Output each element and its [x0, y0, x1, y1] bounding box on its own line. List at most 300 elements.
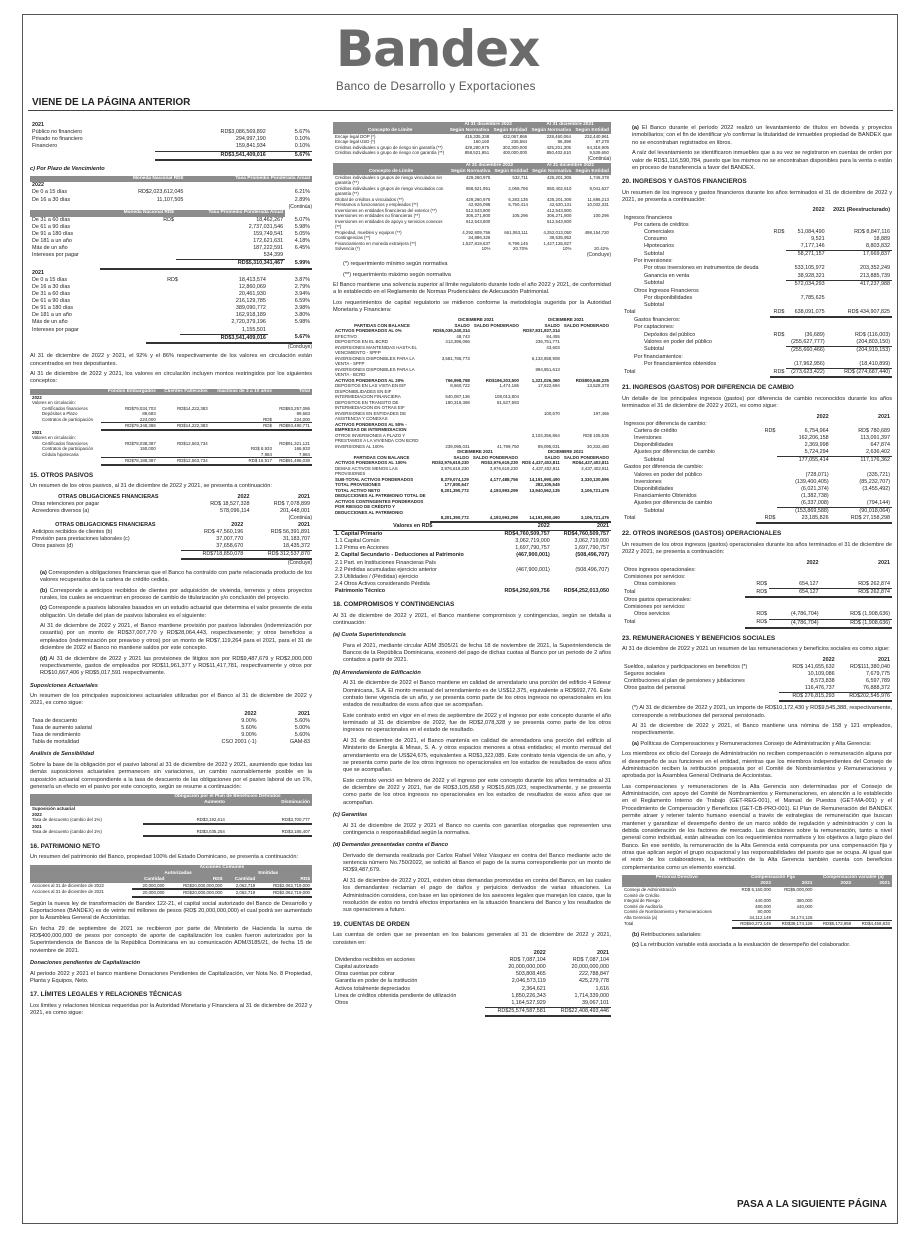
table-cell: 2.2 Pérdidas acumuladas ejercicio anterior: [335, 566, 437, 573]
table-row: [333, 219, 611, 230]
table-header-cell: SALDO PONDERADO: [563, 454, 609, 460]
table-cell: Garantía en poder de la institución: [335, 978, 418, 985]
table-row: [333, 1007, 611, 1016]
table-cell: [756, 449, 777, 457]
table-cell: RD$ 7,087,104: [572, 957, 609, 964]
table-cell: 389,090,772: [235, 305, 266, 312]
row-label: Por financiamientos:: [634, 353, 683, 360]
table-row: [622, 361, 892, 369]
note-text: Corresponden a obligaciones financieras que el Banco ha contraído con parte relacionada producto de los valores recuperados de la cartera de crédito cedida.: [40, 569, 312, 584]
table-header-cell: 2022: [732, 881, 773, 887]
table-cell: 20.70%: [513, 246, 528, 252]
table-row: [622, 309, 892, 317]
table-row: [30, 312, 312, 319]
table-row: [30, 260, 312, 269]
paragraph: Un detalle de los principales ingresos (gastos) por diferencia de cambio reconocidos durante los años terminados el 31 de diciembre de 2022 y 2021, es como sigue:: [622, 395, 892, 410]
table-cell: [30, 458, 101, 465]
table-row: [30, 189, 312, 196]
table-header-cell: Compensación Fija: [732, 875, 815, 881]
table-row: [333, 567, 611, 574]
table-cell: 6.59%: [294, 298, 310, 304]
table-cell: [100, 245, 176, 252]
table-row: [30, 238, 312, 245]
table-cell: 1,714,339,000: [574, 992, 609, 999]
note-text: Políticas de Compensaciones y Remuneraciones Consejo de Administración y Alta Gerencia:: [640, 740, 872, 747]
table-cell: [552, 560, 611, 567]
table-cell: [471, 493, 520, 515]
table-row: [622, 251, 892, 259]
table-cell: Sueldos, salarios y participaciones en beneficios (*): [624, 663, 748, 670]
table-cell: (255,627,777): [786, 339, 826, 347]
year-label: 2021: [32, 269, 44, 276]
table-row: [30, 245, 312, 252]
table-cell: 5.00%: [294, 725, 310, 732]
table-cell: Contratos de participación: [42, 416, 94, 422]
table-cell: DISPONIBILIDADES EN EIF: [335, 388, 392, 394]
row-label: Ingresos por diferencia de cambio:: [624, 420, 707, 427]
table-cell: 1,427,135,827: [543, 240, 572, 246]
paragraph: Las compensaciones y remuneraciones de la Alta Gerencia son determinadas por el Consejo de Administración, con apoyo del Comité de Nombramientos y Remuneraciones, en atención a lo establecido en el Reglamento Interno de Trabajo (GET-REG-001), el Manual de Puestos (GET-MA-001) y el Procedimiento de Compensación y Beneficios (GET-CB-PRO-001). El Plan de Remuneración del BANDEX permite atraer y retener talento humano esencial a través de estrategias de remuneración que buscan mantener y garantizar el desempeño dentro de un marco sólido de regulación y administración y con la debida consideración de los factores de mercado. Las decisiones sobre la remuneración, tanto a nivel general como individual, están alineadas con los requerimientos normativos y los objetivos a largo plazo del Banco. En ese sentido, la remuneración de la Alta Gerencia está compuesta por una compensación fija y otras que aplican según el grupo ocupacional y las responsabilidades del puesto que se ocupa. Al igual que el resto de los colaboradores, la retribución de la Alta Gerencia también cuenta con beneficios complementarios como un elemento esencial.: [622, 783, 892, 871]
table-cell: DEPOSITOS EN TRANSITO DE INTERMEDIACION EN OTRAS EIF: [335, 399, 405, 411]
table-cell: 34,174,126: [773, 915, 814, 921]
table-cell: [100, 238, 176, 245]
table-cell: 440,000: [796, 903, 813, 909]
table-cell: 10%: [562, 246, 572, 252]
table-row: [30, 529, 312, 536]
table-header-cell: Según Entidad: [494, 168, 528, 174]
capital-weighted-assets-table-2: [333, 449, 611, 523]
table-row: [622, 288, 892, 295]
table-cell: 306,271,800: [546, 213, 572, 219]
table-cell: 14,191,990,490: [520, 515, 562, 522]
table-cell: 17,669,837: [863, 251, 890, 258]
table-header-cell: Acciones Comunes: [132, 865, 312, 871]
table-cell: [786, 288, 826, 295]
table-cell: [827, 324, 892, 331]
table-cell: Patrimonio Técnico: [335, 588, 386, 594]
table-row: [30, 151, 312, 160]
table-row: [333, 978, 611, 985]
table-cell: 3.80%: [294, 312, 310, 319]
table-cell: [573, 219, 611, 230]
table-cell: RD$3,192,614: [143, 817, 227, 824]
row-label: Hipotecarios: [644, 243, 674, 250]
table-row: [30, 334, 312, 343]
table-cell: RD$5,036,240,314: [432, 328, 470, 334]
table-cell: 5.07%: [294, 216, 310, 223]
table-cell: 84,455: [546, 333, 560, 339]
table-cell: 2022: [231, 521, 244, 528]
table-cell: CSO 2001 (-1): [221, 739, 257, 746]
table-cell: (4,786,704): [769, 611, 820, 619]
table-cell: [100, 224, 176, 231]
limits-table-1: [333, 122, 611, 156]
table-cell: Financiero: [32, 143, 58, 150]
table-row: [622, 317, 892, 324]
table-cell: (508,496,707): [575, 552, 609, 559]
table-cell: 48,743: [456, 333, 470, 339]
table-cell: De 0 a 15 días: [32, 189, 68, 196]
table-cell: (204,919,153): [856, 346, 890, 353]
table-cell: RD$3,035,254: [143, 829, 227, 836]
table-cell: 108,013,804: [494, 394, 519, 400]
table-cell: 117,176,362: [860, 457, 890, 464]
table-cell: 8,573,838: [810, 677, 835, 684]
table-cell: RD$ 780,689: [858, 427, 890, 434]
table-cell: [520, 493, 562, 515]
table-header-cell: Clientes Fallecidos: [158, 389, 210, 395]
table-header-cell: Obligación por el Plan de Beneficios Definidos: [143, 794, 312, 800]
table-cell: Otras retenciones por pagar: [32, 500, 100, 507]
table-cell: [770, 265, 786, 272]
table-cell: 3,581,785,773: [441, 355, 470, 361]
table-cell: 3,062,719,000: [574, 538, 609, 545]
financial-income-expenses-table: [622, 207, 892, 378]
paragraph: Para el 2021, mediante circular ADM 3505/21 de fecha 18 de noviembre de 2021, la Superintendencia de Bancos de la República Dominicana, exoneró del pago de dichas cuotas al Banco por un periodo de 2 años contados a partir de 2021.: [343, 642, 611, 664]
table-cell: [562, 345, 611, 356]
table-cell: [562, 356, 611, 367]
row-label: Cartera de crédito: [634, 427, 678, 434]
table-cell: [827, 295, 892, 302]
paragraph: A raíz del levantamiento se identificaron inmuebles que a su vez se registraron en cuentas de orden por valor de RD$1,116,590,784, puesto que los mismos no se encontraban disponibles para la venta o están en proceso de transferencia a favor del BANDEX.: [632, 150, 892, 171]
table-cell: 2.89%: [294, 196, 310, 203]
section-title-20: 20. INGRESOS Y GASTOS FINANCIEROS: [622, 178, 747, 186]
section-title-21: 21. INGRESOS (GASTOS) POR DIFERENCIA DE CAMBIO: [622, 384, 794, 392]
table-cell: RD$: [210, 423, 274, 430]
continues-label: (Continúa): [288, 203, 312, 210]
table-cell: 425,279,778: [579, 978, 609, 985]
paragraph: Al 31 de diciembre de 2022 y 2021, los valores en circulación incluyen montos restringidos por los siguientes conceptos:: [30, 371, 312, 385]
table-cell: 30,332,480: [587, 443, 609, 449]
table-cell: (6,021,374): [801, 485, 829, 492]
table-row: [333, 411, 611, 422]
table-cell: [827, 302, 892, 309]
continued-from-header: VIENE DE LA PÁGINA ANTERIOR: [32, 97, 191, 108]
table-cell: 1,850,226,343: [511, 992, 546, 999]
row-label: Ganancia en venta: [644, 272, 690, 279]
table-cell: Activos totalmente depreciados: [335, 985, 410, 992]
table-cell: DEMAS ACTIVOS MENOS LAS PROVISIONES: [335, 465, 398, 477]
table-cell: 2021: [298, 710, 310, 717]
table-row: [30, 319, 312, 326]
table-row: [333, 538, 611, 545]
table-cell: [333, 950, 485, 957]
table-cell: [30, 334, 146, 343]
table-cell: 11,107,505: [156, 196, 184, 203]
table-cell: 3,976,619,230: [440, 465, 469, 471]
table-body: [333, 122, 611, 156]
table-cell: [827, 288, 892, 295]
table-body: [30, 794, 312, 835]
table-cell: RD$ 7,078,899: [273, 500, 310, 507]
table-cell: [333, 1007, 485, 1016]
table-cell: [562, 493, 611, 515]
table-cell: [821, 604, 892, 611]
table-cell: Alta Gerencia (a): [624, 914, 658, 920]
row-label: Por cartera de créditos: [634, 221, 689, 228]
table-body: [333, 163, 611, 252]
table-cell: 105,296: [512, 213, 528, 219]
note-paragraph: [632, 932, 892, 939]
table-row: [30, 536, 312, 543]
table-body: [30, 711, 312, 747]
table-cell: 58,271,157: [797, 251, 825, 258]
footnote-marker: (**): [343, 271, 352, 278]
table-cell: RD$ 18,527,328: [210, 500, 250, 507]
table-body: [622, 207, 892, 377]
table-cell: RD$4,760,509,757: [563, 531, 609, 537]
table-cell: [770, 273, 786, 281]
table-cell: 13,528,378: [587, 383, 609, 389]
table-cell: 1,697,790,757: [515, 545, 550, 552]
paragraph: Según la nueva ley de transformación de Bandex 122-21, el capital social autorizado del Banco de Desarrollo y Exportaciones (BANDEX) es de veinte mil millones de pesos (RD$ 20,000,000,000) el cual podrá ser aumentado por la Asamblea General de Accionistas.: [30, 900, 312, 922]
subsection-marker: (a): [333, 632, 342, 639]
table-cell: 6.21%: [294, 189, 310, 196]
table-cell: [827, 317, 892, 324]
row-label: Valores en poder del público: [634, 471, 702, 478]
paragraph: (*) Al 31 de diciembre de 2022 y 2021, un importe de RD$10,172,430 y RD$9,545,388, respectivamente, corresponde a retribuciones del personal pensionado.: [632, 705, 892, 719]
table-cell: SUB-TOTAL ACTIVOS PONDERADOS: [335, 476, 414, 482]
table-cell: 512,543,800: [465, 207, 491, 213]
table-header-cell: PARTIDAS CON BALANCE: [353, 454, 410, 460]
table-cell: Línea de créditos obtenida pendiente de utilización: [335, 992, 457, 999]
row-label: Valores en poder del público: [644, 338, 712, 345]
table-cell: 2. Capital Secundario - Deducciones al Patrimonio: [335, 552, 464, 559]
table-cell: 159,841,934: [155, 143, 268, 151]
table-cell: 159,749,541: [253, 230, 284, 237]
table-cell: RD$3,700,777: [227, 817, 312, 824]
row-label: Comisiones por servicios:: [624, 604, 686, 611]
table-row: [622, 567, 892, 574]
table-cell: (90,018,064): [859, 508, 890, 515]
table-cell: 380,000: [796, 898, 813, 904]
table-cell: 8,660,722: [450, 383, 470, 389]
note-marker: (c): [632, 942, 639, 949]
table-cell: 3,062,719,000: [515, 538, 550, 545]
table-cell: 429,260,975: [465, 174, 491, 180]
table-row: [333, 971, 611, 978]
table-cell: 43,603: [546, 344, 560, 350]
table-cell: [827, 215, 892, 222]
note-marker: (a): [632, 740, 639, 747]
table-cell: RD$: [770, 369, 786, 378]
table-body: [30, 210, 312, 268]
table-cell: 37,658,670: [181, 543, 246, 551]
capital-weighted-assets-table-1: [333, 317, 611, 449]
table-cell: 177,055,414: [798, 457, 829, 464]
section-subtitle: [333, 670, 611, 677]
subsection-title: Garantías: [341, 812, 368, 819]
table-row: [622, 421, 892, 428]
table-row: [30, 739, 312, 746]
table-cell: RD$202,545,976: [837, 693, 892, 702]
table-cell: RD$3,541,409,016: [146, 334, 268, 343]
table-cell: 13,940,562,135: [529, 487, 560, 493]
table-cell: [756, 493, 777, 500]
paragraph: Al 31 de diciembre de 2022 el Banco mantiene en calidad de arrendatario una porción del edificio 4 Edeeur Dominicana, S.A. El monto mensual del arrendamiento es de US$12,375, equivalente a RD$692,776. Este contrato tiene vigencia de un año, y se presenta como parte de los otros ingresos no operacionales en los estados de resultados de esos años que se acompañan.: [343, 680, 611, 709]
table-cell: [622, 657, 779, 664]
table-cell: [769, 597, 820, 604]
table-header-cell: SALDO PONDERADO: [473, 322, 519, 328]
table-cell: De 31 a 60 días: [32, 216, 71, 223]
table-row: [30, 494, 312, 501]
table-header-cell: [622, 207, 770, 214]
table-cell: Solvencia (*): [335, 246, 360, 252]
table-cell: (139,400,405): [795, 478, 829, 485]
table-cell: 2021: [552, 523, 611, 531]
table-header-cell: SALDO PONDERADO: [472, 454, 519, 460]
table-cell: 20,000,000,000: [571, 964, 609, 971]
table-cell: [562, 400, 611, 411]
table-cell: [770, 215, 786, 222]
table-cell: RD$4,292,609,756: [504, 588, 550, 594]
note-text: Corresponde a anticipos recibidos de clientes por adquisición de vivienda, terrenos y otros proyectos rurales, los cuales se encuentran en proceso de cambio de titularización y/o conclusión del proyecto.: [40, 587, 312, 601]
table-cell: (467,900,001): [516, 552, 550, 559]
table-cell: Más de un año: [32, 245, 68, 252]
table-row: [622, 236, 892, 243]
table-header-cell: [622, 560, 745, 567]
table-cell: EFECTIVO: [335, 333, 357, 339]
table-cell: 4,193,993,299: [489, 487, 519, 493]
table-cell: Anticipos recibidos de clientes (b): [32, 528, 113, 535]
table-row: [622, 479, 892, 486]
table-header-cell: Total: [274, 389, 312, 395]
table-cell: 9.00%: [241, 732, 257, 739]
table-cell: 3,106,721,476: [580, 487, 609, 493]
table-row: [30, 725, 312, 732]
row-label: Por otras inversiones en instrumentos de deuda: [644, 265, 759, 272]
table-cell: Créditos individuales o grupos de riesgo vinculados con garantía (**): [335, 185, 444, 197]
table-cell: 9,539,650: [589, 150, 609, 156]
table-cell: [821, 574, 892, 581]
table-cell: [472, 433, 521, 444]
table-row: [622, 295, 892, 302]
table-cell: 203,352,249: [860, 265, 890, 272]
table-cell: RD$196,203,500: [485, 377, 519, 383]
table-row: [622, 428, 892, 435]
table-cell: 8,201,390,772: [440, 487, 469, 493]
table-row: [622, 574, 892, 581]
table-header-cell: [622, 414, 756, 421]
table-cell: De 61 a 90 días: [32, 298, 71, 304]
table-cell: [827, 258, 892, 265]
table-cell: 2022: [822, 656, 835, 663]
row-label: Ajustes por diferencia de cambio: [634, 500, 713, 507]
table-cell: 2021: [878, 656, 890, 663]
table-cell: [146, 284, 180, 291]
paragraph: Los requerimientos de capital regulatorio se midieron conforme la metodología sugerida por la Autoridad Monetaria y Financiera:: [333, 299, 611, 313]
table-row: [30, 508, 312, 515]
table-cell: Contratos de participación: [42, 446, 94, 452]
table-cell: 480,000: [755, 903, 771, 909]
table-cell: [756, 479, 777, 486]
table-cell: 42,926,098: [468, 202, 491, 208]
table-cell: 534,399: [176, 252, 285, 260]
table-cell: OTROS INVERSIONES A PLAZO Y PRESTAMOS A LA VIVIENDA CON BCRD: [335, 432, 419, 444]
table-cell: 1,321,026,360: [531, 377, 560, 383]
row-label: Subtotal: [644, 250, 664, 257]
table-body: [333, 950, 611, 1016]
table-cell: Comité de Nombramiento y Remuneraciones: [624, 909, 712, 915]
table-header-cell: Según Entidad: [573, 128, 611, 134]
table-cell: [756, 442, 777, 449]
table-cell: 81,527,593: [497, 399, 519, 405]
table-cell: 86,398: [557, 139, 571, 145]
table-cell: RD$: [770, 309, 786, 317]
table-cell: 638,091,075: [786, 309, 826, 317]
table-cell: [472, 345, 521, 356]
paragraph: Un resumen de los ingresos y gastos financieros durante los años terminados el 31 de diciembre de 2022 y 2021, se presenta a continuación:: [622, 189, 892, 204]
table-body: [30, 522, 312, 560]
table-row: [333, 957, 611, 964]
table-cell: De 16 a 30 días: [32, 283, 71, 290]
row-label: Depósitos del público: [644, 331, 696, 338]
subsection-title: Demandas presentadas contra el Banco: [341, 842, 449, 849]
table-cell: [745, 574, 769, 581]
table-cell: 180,319,368: [445, 399, 470, 405]
table-cell: 400,000,000: [502, 150, 528, 156]
year-label: 2022: [32, 182, 44, 189]
table-cell: [431, 433, 472, 444]
subsection-title: Cuota Superintendencia: [341, 632, 406, 639]
table-cell: INTERMEDIACION FINANCIERA: [335, 394, 401, 400]
table-cell: 572,034,293: [794, 280, 825, 287]
table-header-row: [622, 560, 892, 567]
table-header-row: [333, 169, 611, 175]
table-cell: 201,448,001: [280, 507, 310, 514]
table-cell: (335,721): [866, 471, 890, 478]
table-cell: [146, 305, 180, 312]
table-cell: [430, 493, 471, 515]
table-header-cell: DICIEMBRE 2021: [547, 449, 584, 455]
row-label: Suposición actuarial: [32, 806, 75, 812]
maturity-2022b-table: [30, 210, 312, 269]
table-cell: 2022: [237, 493, 250, 500]
table-cell: ACTIVOS PONDERADOS AL 20%: [335, 377, 405, 383]
table-row: [622, 508, 892, 516]
maturity-2022-table: [30, 176, 312, 204]
table-cell: [562, 367, 611, 378]
table-cell: RD$ 4,437,402,811: [522, 460, 560, 466]
table-cell: Privado no financiero: [32, 136, 83, 143]
table-cell: De 91 a 180 días: [32, 230, 74, 237]
row-label: Total: [624, 515, 636, 522]
table-cell: Consejo de Administración: [624, 887, 676, 893]
paragraph: Sobre la base de la obligación por el pasivo laboral al 31 de diciembre de 2022 y 2021, asumiendo que todas las demás suposiciones actuariales permanecen sin variaciones, un cambio razonablemente posible en la suposición actuarial correspondiente a la tasa de descuento de las obligaciones por el pasivo laboral de un 1%, generaría un efecto en el pasivo por este concepto, según se resume a continuación:: [30, 761, 312, 790]
table-row: [333, 367, 611, 378]
table-cell: [786, 222, 826, 229]
table-row: [622, 457, 892, 465]
table-cell: 2,062,719: [224, 883, 257, 890]
table-cell: [431, 422, 472, 433]
deposits-2021-table: [30, 122, 312, 161]
table-header-cell: Al 31 diciembre 2022: [449, 163, 530, 169]
table-header-cell: SALDO: [544, 322, 560, 328]
row-label: Gastos por diferencia de cambio:: [624, 464, 704, 471]
table-cell: RD$ 262,874: [821, 589, 892, 598]
table-cell: 4,437,402,811: [532, 465, 560, 471]
table-cell: 5.05%: [294, 230, 310, 237]
table-cell: [431, 367, 472, 378]
table-cell: RD$14,222,383: [176, 405, 208, 411]
table-cell: OTRAS OBLIGACIONES FINANCIERAS: [58, 493, 159, 500]
table-cell: Créditos individuales o grupo de riesgo con garantía (**): [335, 150, 445, 156]
table-cell: Más de un año: [32, 319, 68, 326]
table-cell: [333, 515, 430, 522]
table-cell: [285, 252, 312, 260]
table-cell: 11,686,213: [587, 196, 609, 202]
table-cell: (17,962,956): [786, 361, 826, 369]
